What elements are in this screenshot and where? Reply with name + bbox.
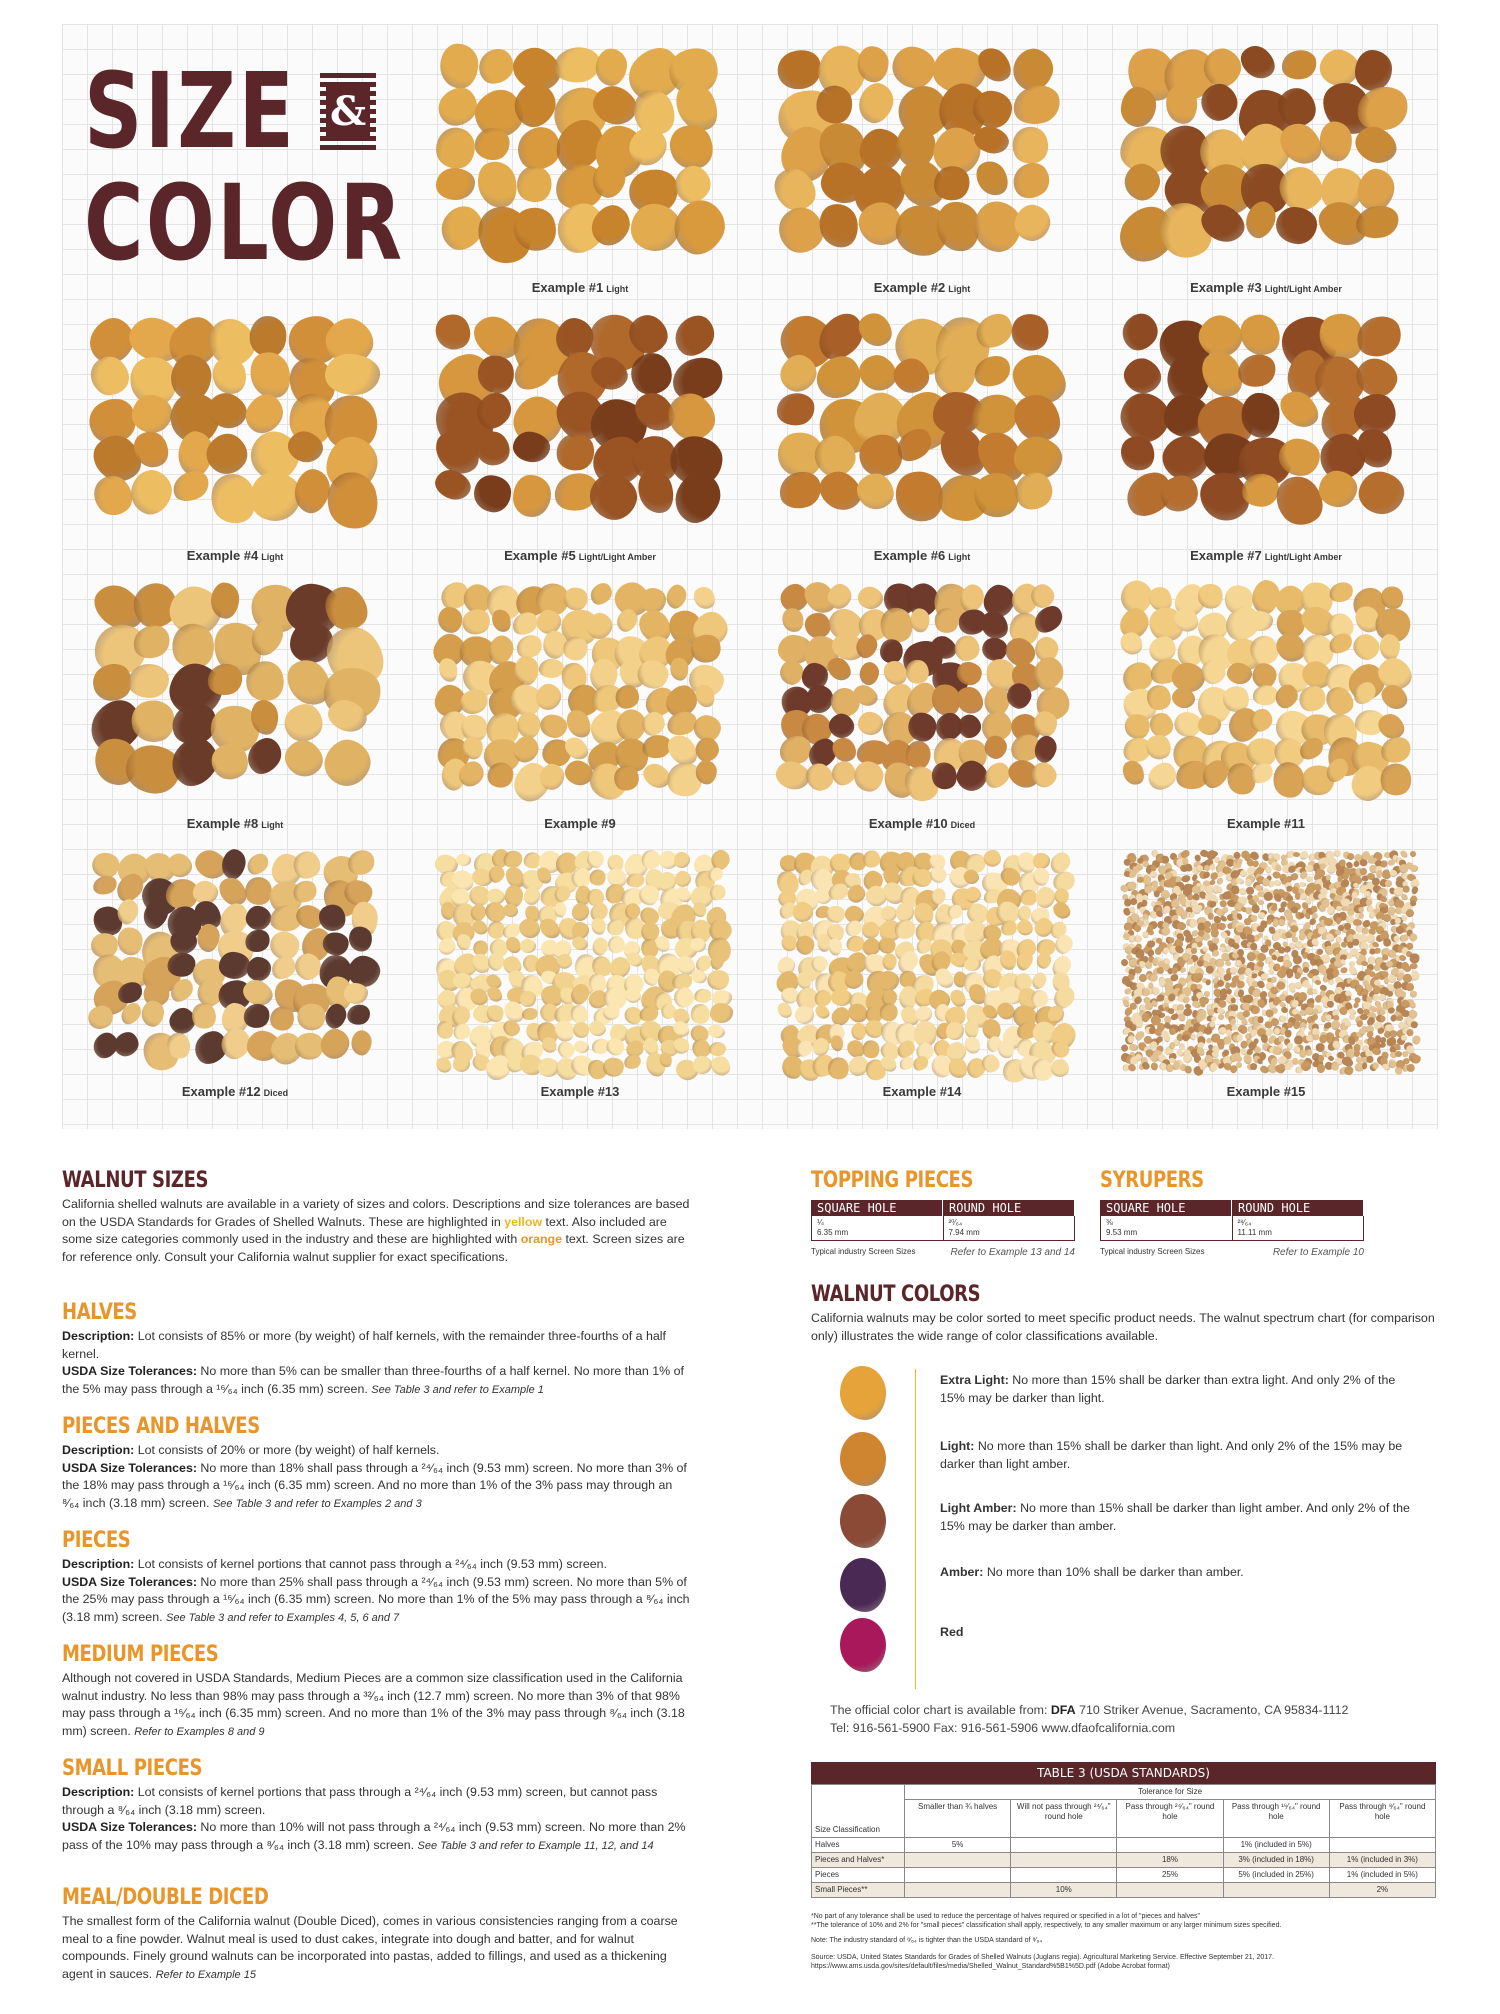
topping-col-round: ROUND HOLE [943,1200,1075,1216]
medium-pieces-heading: MEDIUM PIECES [62,1642,219,1667]
table3-col-header: Pass through ²⁴⁄₆₄" round hole [1117,1800,1223,1838]
example-caption [772,280,1072,295]
walnut-colors-section [811,1282,1436,1345]
walnut-photo [772,578,1072,803]
halves-heading: HALVES [62,1300,137,1325]
walnut-sizes-intro: California shelled walnuts are available in a variety of sizes and colors. Descriptions and size tolerances are based on the USDA Standards for Grades of Shelled Walnuts. These are highlighted in yellow text. Also included are some size categories commonly used in the industry and these are highlighted with orange text. Screen sizes are for reference only. Consult your California walnut supplier for exact specifications. [62,1197,690,1264]
example-11 [1116,578,1416,831]
color-swatch-3 [840,1494,886,1548]
example-color-tag: Light [261,552,284,562]
example-color-tag: Light [948,552,971,562]
medium-pieces-section [62,1642,692,1741]
table3-cell: 25% [1117,1868,1223,1883]
example-label: Example #1 [531,280,604,295]
table3-cell [1117,1883,1223,1898]
walnut-photo [430,310,730,535]
example-6 [772,310,1072,563]
table3-cell [1011,1838,1117,1853]
table3-col-header: Pass through ¹⁶⁄₆₄" round hole [1223,1800,1329,1838]
table-row [812,1868,1436,1883]
walnut-colors-heading: WALNUT COLORS [811,1282,981,1307]
table3-cell: 1% (included in 5%) [1223,1838,1329,1853]
syrupers-col-square: SQUARE HOLE [1100,1200,1232,1216]
table3-cell: 1% (included in 3%) [1329,1853,1435,1868]
example-label: Example #7 [1190,548,1262,563]
color-description: Extra Light: No more than 15% shall be darker than extra light. And only 2% of the 15% may be darker than light. [940,1373,1396,1405]
table3-col-header: Pass through ⁸⁄₆₄" round hole [1329,1800,1435,1838]
example-5 [430,310,730,563]
example-label: Example #10 [868,816,948,831]
color-description: Red [940,1625,964,1639]
table3-cell [1223,1883,1329,1898]
example-7 [1116,310,1416,563]
topping-heading: TOPPING PIECES [811,1168,974,1193]
example-caption [85,548,385,563]
walnut-photo [1116,310,1416,535]
table3-row-label: Halves [812,1838,905,1853]
example-3 [1116,42,1416,295]
example-12 [85,846,385,1099]
example-label: Example #14 [882,1084,962,1099]
example-label: Example #15 [1226,1084,1306,1099]
table-row [812,1838,1436,1853]
example-caption [1116,548,1416,563]
example-caption [1116,1084,1416,1099]
table3-cell: 2% [1329,1883,1435,1898]
walnut-colors-intro: California walnuts may be color sorted to meet specific product needs. The walnut spectrum chart (for comparison only) illustrates the wide range of color classifications available. [811,1311,1435,1343]
example-color-tag: Light [948,284,971,294]
topping-table [811,1200,1075,1258]
official-chart-info: The official color chart is available from: DFA 710 Striker Avenue, Sacramento, CA 95834-1112 Tel: 916-561-5900 Fax: 916-561-5906 www.dfaofcalifornia.com [830,1703,1349,1735]
table3-cell [1011,1868,1117,1883]
example-1 [430,42,730,295]
table3-note3: Note: The industry standard of ⁸⁄₆₄ is tighter than the USDA standard of ⁸⁄₆₄ [811,1937,1043,1944]
pieces-halves-heading: PIECES AND HALVES [62,1414,260,1439]
example-label: Example #12 [181,1084,261,1099]
example-label: Example #3 [1190,280,1262,295]
color-swatch-4 [840,1558,886,1612]
title-color: COLOR [84,162,405,284]
title-size: SIZE [84,50,297,172]
table3-row-label: Small Pieces** [812,1883,905,1898]
small-pieces-section [62,1756,692,1855]
table3-col-header: Smaller than ¾ halves [905,1800,1011,1838]
example-color-tag: Light/Light Amber [578,552,656,562]
syrupers-round-value: ²⁸⁄₆₄ 11.11 mm [1233,1216,1365,1240]
example-label: Example #6 [873,548,946,563]
table-row [812,1883,1436,1898]
color-divider [915,1369,916,1689]
color-swatch-1 [840,1366,886,1420]
walnut-photo [772,310,1072,535]
example-color-tag: Light/Light Amber [1264,284,1342,294]
table3-cell: 3% (included in 18%) [1223,1853,1329,1868]
example-caption [1116,816,1416,831]
example-caption [430,548,730,563]
pieces-section [62,1528,692,1627]
page-title [84,50,405,284]
example-caption [85,816,385,831]
table3-cell [1011,1853,1117,1868]
example-2 [772,42,1072,295]
medium-pieces-text: Although not covered in USDA Standards, Medium Pieces are a common size classification used in the California walnut industry. No less than 98% may pass through a ³²⁄₆₄ inch (12.7 mm) screen. No more than 3% of that 98% may pass through a ¹⁶⁄₆₄ inch (6.35 mm) screen. And no more than 1% of the 3% may pass through ⁸⁄₆₄ inch (3.18 mm) screen. Refer to Examples 8 and 9 [62,1671,685,1738]
walnut-photo [430,42,730,267]
color-description: Light: No more than 15% shall be darker than light. And only 2% of the 15% may be darker than light amber. [940,1439,1403,1471]
example-15 [1116,846,1416,1099]
table3-cell: 18% [1117,1853,1223,1868]
example-caption [772,1084,1072,1099]
walnut-photo [1116,846,1416,1071]
meal-text: The smallest form of the California walnut (Double Diced), comes in various consistencies ranging from a coarse meal to a fine powder. Walnut meal is used to dust cakes, integrate into dough and batter, and for walnut compounds. Finely ground walnuts can be incorporated into pastas, added to fillings, and used as a thickening agent in sauces. Refer to Example 15 [62,1914,678,1981]
halves-text: Description: Lot consists of 85% or more (by weight) of half kernels, with the remainder three-fourths of a half kernel. USDA Size Tolerances: No more than 5% can be smaller than three-fourths of a half kernel. No more than 1% of the 5% may pass through a ¹⁶⁄₆₄ inch (6.35 mm) screen. See Table 3 and refer to Example 1 [62,1329,684,1396]
table3-cell [1117,1838,1223,1853]
example-10 [772,578,1072,831]
walnut-photo [85,310,385,535]
syrupers-table [1100,1200,1364,1258]
example-label: Example #5 [504,548,576,563]
walnut-sizes-section [62,1168,692,1266]
small-pieces-heading: SMALL PIECES [62,1756,203,1781]
example-caption [430,1084,730,1099]
example-color-tag: Light [606,284,629,294]
table3-note1: *No part of any tolerance shall be used to reduce the percentage of halves required or specified in a lot of "pieces and halves" [811,1913,1201,1920]
meal-section [62,1885,692,1984]
walnut-sizes-heading: WALNUT SIZES [62,1168,209,1193]
table3-source2: https://www.ams.usda.gov/sites/default/files/media/Shelled_Walnut_Standard%5B1%5D.pdf (Adobe Acrobat format) [811,1963,1170,1970]
example-caption [85,1084,385,1099]
example-8 [85,578,385,831]
example-color-tag: Diced [263,1088,289,1098]
pieces-halves-text: Description: Lot consists of 20% or more (by weight) of half kernels. USDA Size Tolerances: No more than 18% shall pass through a ²⁴⁄₆₄ inch (9.53 mm) screen. No more than 3% of the 18% may pass through a ¹⁶⁄₆₄ inch (6.35 mm) screen. And no more than 1% of the 3% pass may through an ⁸⁄₆₄ inch (3.18 mm) screen. See Table 3 and refer to Examples 2 and 3 [62,1443,687,1510]
example-label: Example #8 [186,816,259,831]
meal-heading: MEAL/DOUBLE DICED [62,1885,269,1910]
color-description: Amber: No more than 10% shall be darker than amber. [940,1565,1244,1579]
walnut-photo [430,846,730,1071]
example-caption [430,816,730,831]
table3 [811,1762,1436,1898]
syrupers-ref: Refer to Example 10 [1272,1247,1364,1258]
table3-cell [905,1868,1011,1883]
pieces-heading: PIECES [62,1528,131,1553]
topping-round-value: ²⁰⁄₆₄ 7.94 mm [944,1216,1076,1240]
topping-col-square: SQUARE HOLE [811,1200,943,1216]
table3-row-label: Pieces [812,1868,905,1883]
walnut-photo [1116,42,1416,267]
pieces-text: Description: Lot consists of kernel portions that cannot pass through a ²⁴⁄₆₄ inch (9.53 mm) screen. USDA Size Tolerances: No more than 25% shall pass through a ²⁴⁄₆₄ inch (9.53 mm) screen. No more than 5% of the 25% may pass through a ¹⁶⁄₆₄ inch (6.35 mm) screen. No more than 1% of the 5% may pass through a ⁸⁄₆₄ inch (3.18 mm) screen. See Table 3 and refer to Examples 4, 5, 6 and 7 [62,1557,690,1624]
small-pieces-text: Description: Lot consists of kernel portions that pass through a ²⁴⁄₆₄ inch (9.53 mm) screen, but cannot pass through a ⁸⁄₆₄ inch (3.18 mm) screen. USDA Size Tolerances: No more than 10% will not pass through a ²⁴⁄₆₄ inch (9.53 mm) screen. No more than 2% pass of the 10% may pass through a ⁸⁄₆₄ inch (3.18 mm) screen. See Table 3 and refer to Example 11, 12, and 14 [62,1785,686,1852]
topping-square-value: ¼ 6.35 mm [812,1216,944,1240]
example-label: Example #9 [544,816,616,831]
example-14 [772,846,1072,1099]
table3-cell: 5% (included in 25%) [1223,1868,1329,1883]
table3-source1: Source: USDA, United States Standards for Grades of Shelled Walnuts (Juglans regia). Agricultural Marketing Service. Effective September 21, 2017. [811,1954,1275,1961]
table3-notes [811,1912,1436,1971]
ampersand: & [326,87,370,137]
example-label: Example #13 [540,1084,620,1099]
example-label: Example #4 [186,548,259,563]
topping-ref: Refer to Example 13 and 14 [950,1247,1075,1258]
example-color-tag: Light [261,820,284,830]
table3-col-header: Will not pass through ²⁴⁄₆₄" round hole [1011,1800,1117,1838]
example-label: Example #2 [873,280,946,295]
table3-row-label: Pieces and Halves* [812,1853,905,1868]
halves-section [62,1300,692,1399]
example-caption [1116,280,1416,295]
walnut-photo [772,42,1072,267]
walnut-photo [85,846,385,1071]
syrupers-col-round: ROUND HOLE [1232,1200,1364,1216]
color-swatch-2 [840,1432,886,1486]
example-caption [430,280,730,295]
example-caption [772,548,1072,563]
table3-cell [905,1853,1011,1868]
color-swatch-5 [840,1618,886,1672]
table3-size-class-header: Size Classification [812,1785,905,1838]
example-4 [85,310,385,563]
table3-title: TABLE 3 (USDA STANDARDS) [811,1762,1436,1784]
example-color-tag: Light/Light Amber [1264,552,1342,562]
table-row [812,1853,1436,1868]
table3-grid [811,1784,1436,1898]
table3-cell: 10% [1011,1883,1117,1898]
walnut-photo [772,846,1072,1071]
topping-note: Typical industry Screen Sizes [811,1247,916,1256]
pieces-halves-section [62,1414,692,1513]
table3-cell [1329,1838,1435,1853]
syrupers-note: Typical industry Screen Sizes [1100,1247,1205,1256]
example-caption [772,816,1072,831]
walnut-photo [430,578,730,803]
example-label: Example #11 [1226,816,1306,831]
table3-note2: **The tolerance of 10% and 2% for "small pieces" classification shall apply, respectively, to any smaller maximum or any larger minimum sizes specified. [811,1922,1282,1929]
example-13 [430,846,730,1099]
example-color-tag: Diced [950,820,976,830]
table3-cell [905,1883,1011,1898]
walnut-photo [1116,578,1416,803]
table3-group-header: Tolerance for Size [905,1785,1436,1800]
table3-cell: 1% (included in 5%) [1329,1868,1435,1883]
walnut-photo [85,578,385,803]
color-description: Light Amber: No more than 15% shall be darker than light amber. And only 2% of the 15% may be darker than amber. [940,1501,1410,1533]
syrupers-square-value: ⅜ 9.53 mm [1101,1216,1233,1240]
syrupers-heading: SYRUPERS [1100,1168,1204,1193]
ampersand-badge [320,73,376,153]
example-9 [430,578,730,831]
table3-cell: 5% [905,1838,1011,1853]
